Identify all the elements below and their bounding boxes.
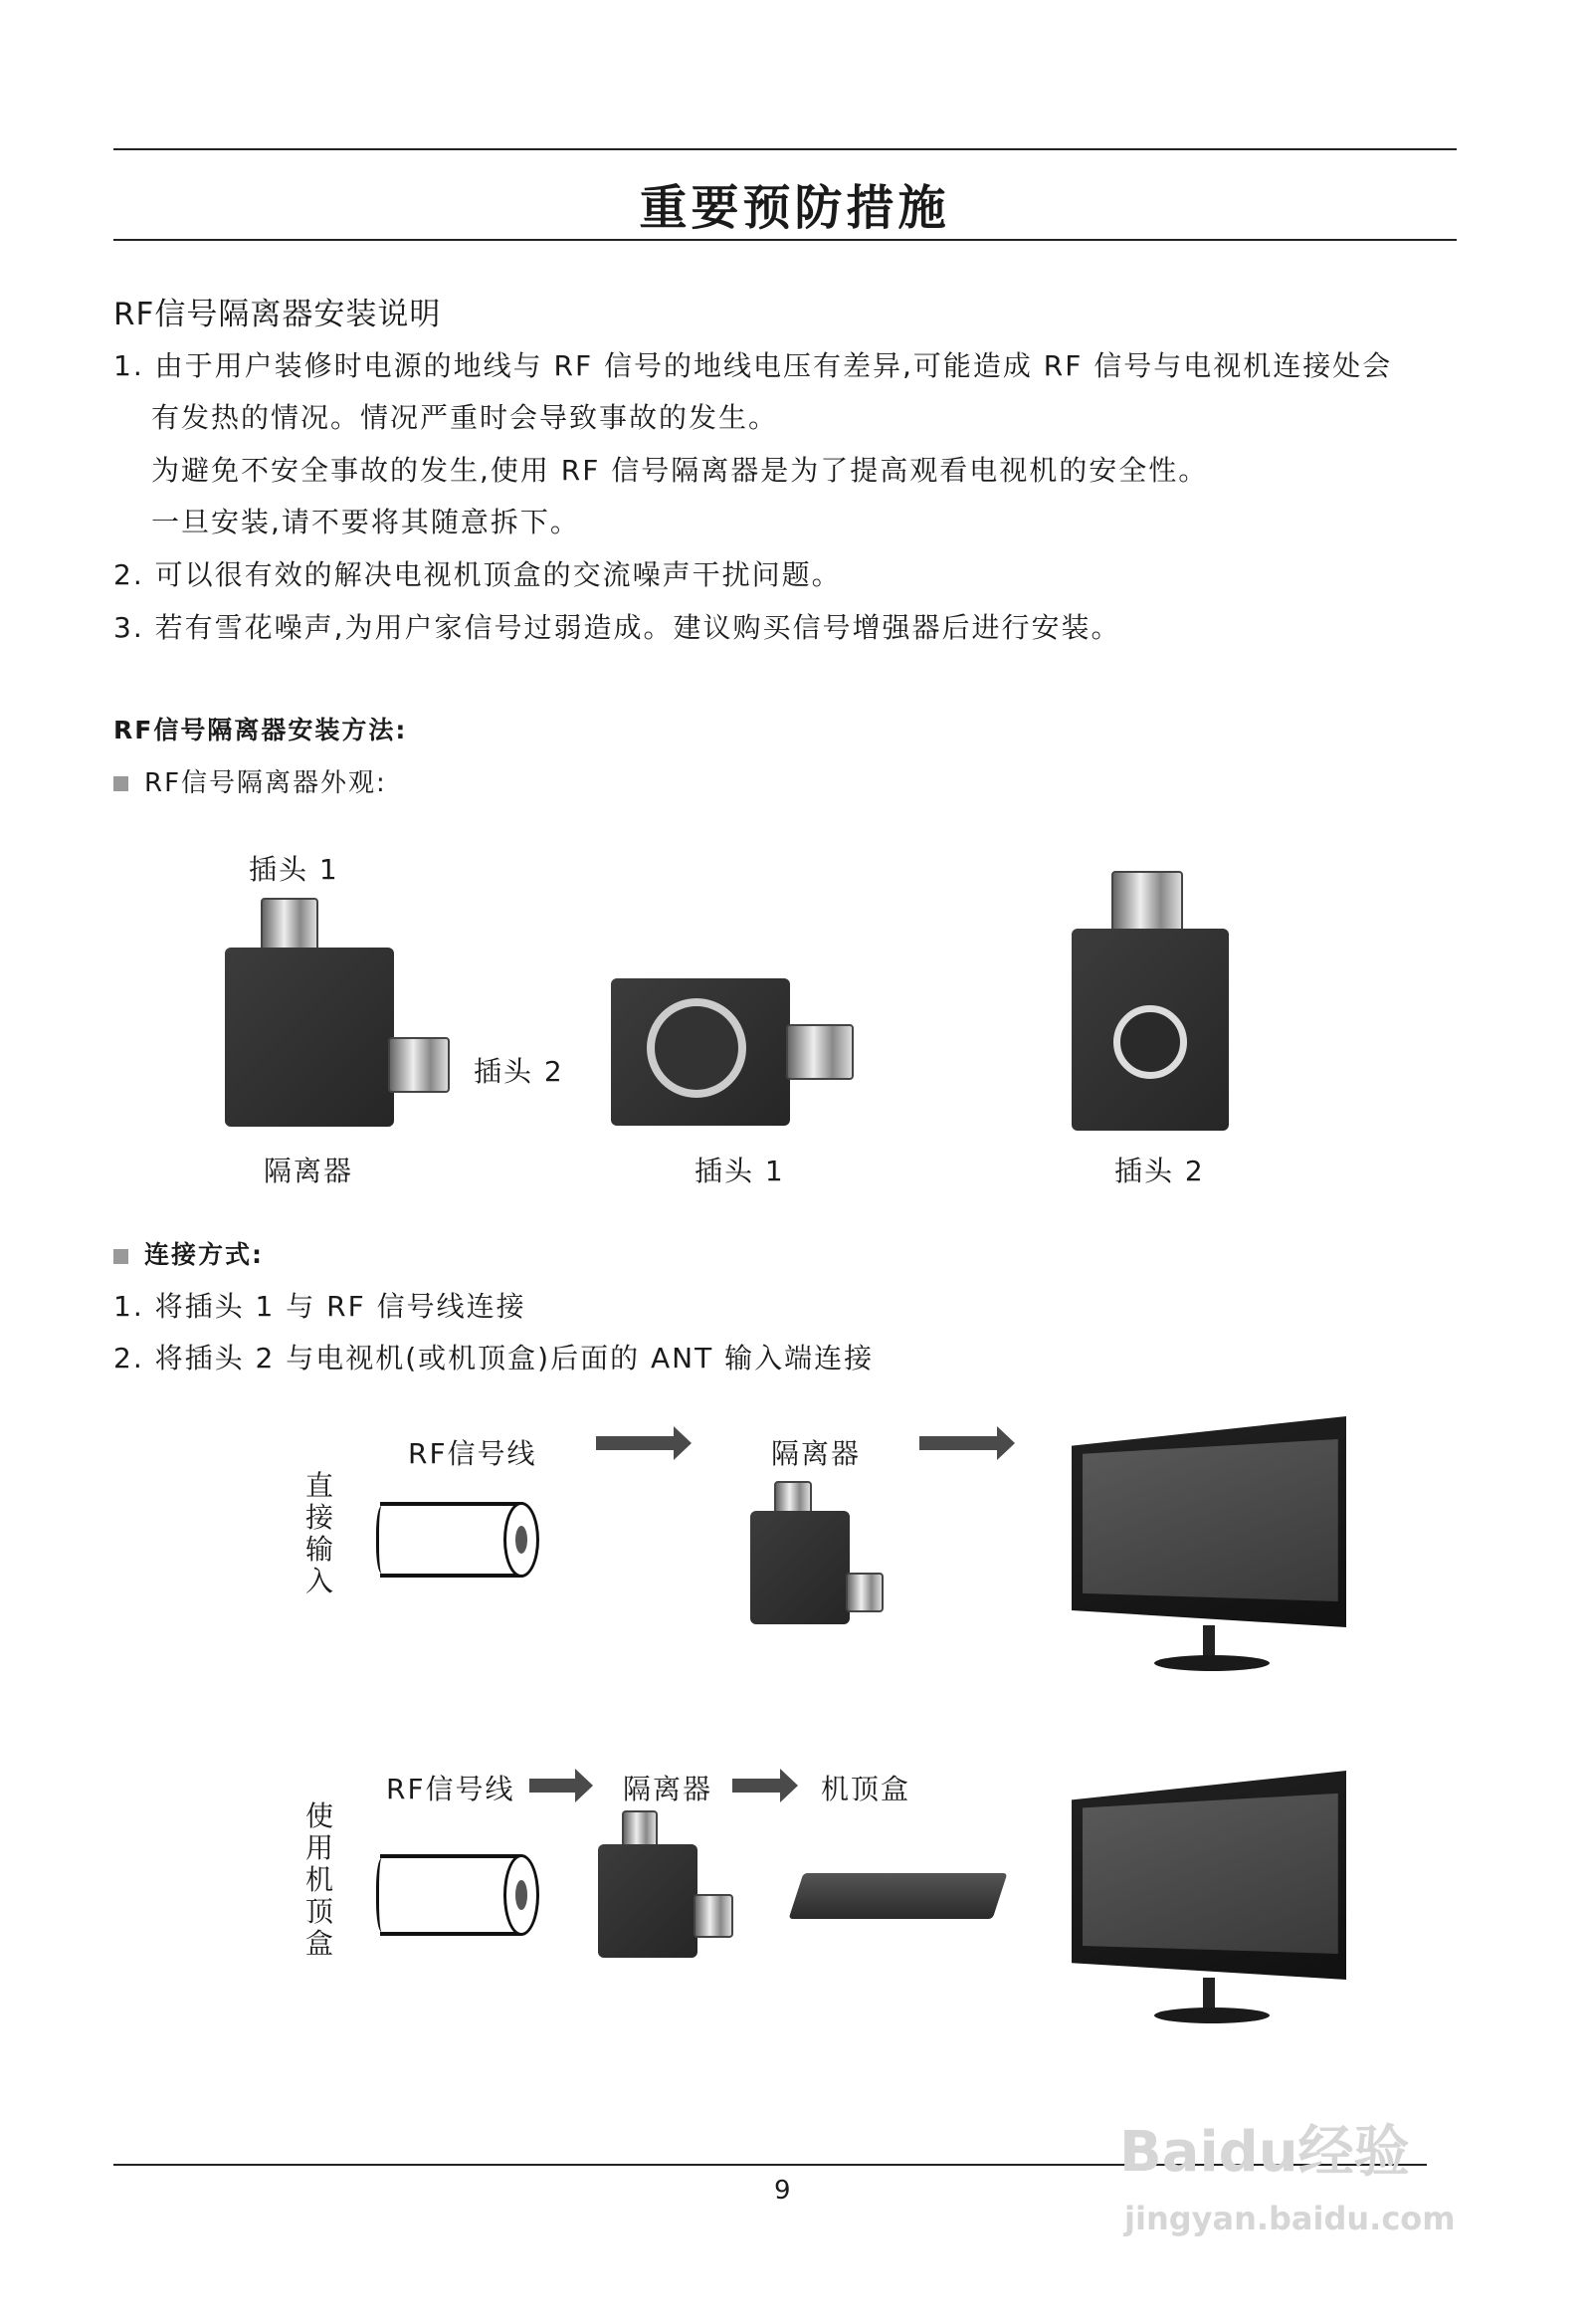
vert-char: 机 [304, 1863, 333, 1896]
tv-illustration [1072, 1771, 1346, 2023]
tv-illustration [1072, 1416, 1346, 1671]
note-line: 一旦安装,请不要将其随意拆下。 [151, 506, 580, 538]
appearance-title-text: RF信号隔离器外观: [144, 768, 387, 798]
stb-label: 机顶盒 [821, 1773, 911, 1805]
connection-title-text: 连接方式: [144, 1240, 264, 1269]
vert-char: 顶 [304, 1895, 333, 1928]
vert-char: 盒 [304, 1927, 333, 1960]
note-line: 1. 由于用户装修时电源的地线与 RF 信号的地线电压有差异,可能造成 RF 信号与电视机连接处会 [113, 349, 1393, 382]
isolator-label: 隔离器 [771, 1437, 862, 1470]
page-title: 重要预防措施 [639, 180, 950, 236]
isolator-photo-side [221, 898, 450, 1127]
top-rule [113, 148, 1457, 150]
vert-char: 使 [304, 1799, 333, 1832]
watermark-url: jingyan.baidu.com [1124, 2200, 1456, 2237]
vert-char: 接 [304, 1501, 333, 1534]
rf-cable-label: RF信号线 [408, 1437, 537, 1470]
set-top-box-photo [789, 1873, 1008, 1919]
note-line: 有发热的情况。情况严重时会导致事故的发生。 [151, 401, 779, 434]
method-title: RF信号隔离器安装方法: [113, 716, 408, 744]
rf-cable-illustration [380, 1502, 521, 1578]
connection-step: 1. 将插头 1 与 RF 信号线连接 [113, 1290, 526, 1323]
appearance-title [113, 762, 387, 799]
caption-plug2: 插头 2 [1114, 1155, 1205, 1187]
isolator-photo [750, 1481, 884, 1624]
title-rule [113, 239, 1457, 241]
watermark-logo: Baidu经验 [1119, 2120, 1410, 2185]
isolator-photo-back [1072, 871, 1229, 1131]
connection-title [113, 1235, 264, 1271]
note-line: 2. 可以很有效的解决电视机顶盒的交流噪声干扰问题。 [113, 558, 842, 591]
rf-cable-illustration [380, 1854, 521, 1936]
isolator-photo-front [611, 978, 854, 1126]
direct-input-label [302, 1470, 336, 1597]
caption-plug1: 插头 1 [695, 1155, 785, 1187]
vert-char: 直 [304, 1469, 333, 1502]
isolator-label: 隔离器 [623, 1773, 713, 1805]
page-number: 9 [774, 2176, 791, 2206]
note-line: 3. 若有雪花噪声,为用户家信号过弱造成。建议购买信号增强器后进行安装。 [113, 611, 1121, 644]
arrow-right-icon [529, 1779, 577, 1793]
vert-char: 入 [304, 1565, 333, 1597]
vert-char: 输 [304, 1533, 333, 1566]
vert-char: 用 [304, 1831, 333, 1864]
bullet-square-icon [113, 776, 128, 791]
plug2-label: 插头 2 [474, 1055, 564, 1088]
isolator-photo [596, 1810, 735, 1958]
plug1-label: 插头 1 [249, 853, 339, 886]
bullet-square-icon [113, 1249, 128, 1264]
connection-step: 2. 将插头 2 与电视机(或机顶盒)后面的 ANT 输入端连接 [113, 1342, 875, 1374]
arrow-right-icon [732, 1779, 782, 1793]
section-title: RF信号隔离器安装说明 [113, 297, 442, 332]
arrow-right-icon [919, 1436, 999, 1450]
arrow-right-icon [596, 1436, 676, 1450]
set-top-box-label [302, 1800, 336, 1960]
rf-cable-label: RF信号线 [386, 1773, 515, 1805]
caption-isolator: 隔离器 [264, 1155, 354, 1187]
note-line: 为避免不安全事故的发生,使用 RF 信号隔离器是为了提高观看电视机的安全性。 [151, 454, 1209, 487]
